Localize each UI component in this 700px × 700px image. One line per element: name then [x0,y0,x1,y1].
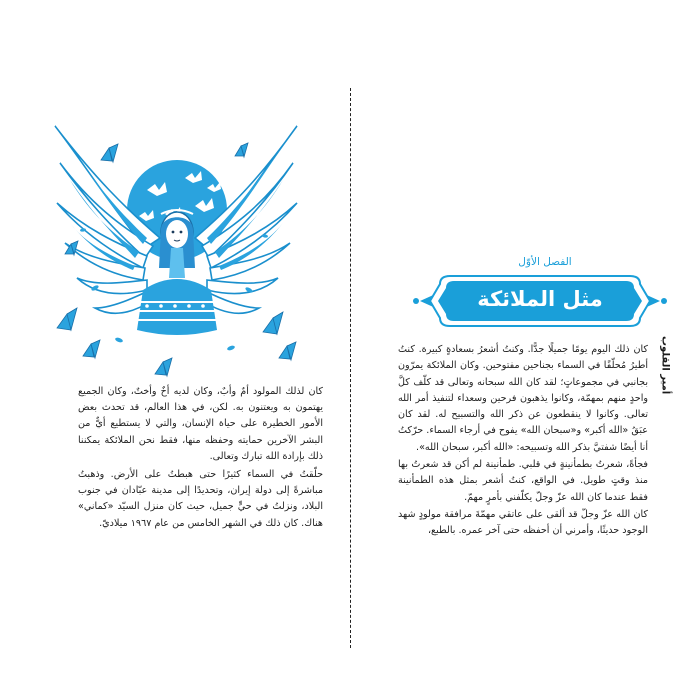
right-paragraph-2: فجأةً، شعرتُ بطمأنينةٍ في قلبي. طمأنينة لم أكن قد شعرتُ بها منذ وقتٍ طويل. في الواقع، كنتُ أشعر بمثل هذه الطمأنينة فقط عندما كان الله عزّ وجلّ يكلّفني بأمرٍ مهمّ. [398,459,648,503]
side-tab [654,322,676,408]
chapter-title: مثل الملائكة [477,287,603,311]
angel-illustration [35,118,315,398]
side-tab-label: أمير القلوب [659,335,671,395]
page-divider [350,88,351,648]
right-paragraph-3: كان الله عزّ وجلّ قد ألقى على عاتقي مهمّةَ مرافقة مولودٍ شهد الوجود حديثًا، وأمرني أن أحفظه حتى آخر عمره. بالطبع، [398,508,648,537]
left-paragraph-1: كان لذلك المولود أمٌ وأبٌ، وكان لديه أخٌ وأختٌ، وكان الجميع يهتمون به ويعتنون به. لكن، في هذا العالم، قد تحدث بعض الأمور الخطيرة على حياة الإنسان، والتي لا يستطيع أيٌّ من البشر الآخرين حمايته وحفظه منها، فقط نحن الملائكة يمكننا ذلك بإرادة الله تبارك وتعالى. [78,386,323,462]
angel-illustration-svg [35,118,315,398]
left-paragraph-2: حلّقتُ في السماء كثيرًا حتى هبطتُ على الأرض. وذهبتُ مباشرةً إلى دولة إيران، وتحديدًا إلى مدينة عبّادان في جنوب البلاد، ونزلتُ في حيٍّ جميل، حيث كان منزل السيّد «كماني» هناك. كان ذلك في الشهر الخامس من عام ١٩٦٧ ميلاديّ. [78,469,323,529]
chapter-label: الفصل الأوّل [518,256,572,268]
left-page-body [78,384,323,534]
right-paragraph-1: كان ذلك اليوم يومًا جميلًا جدًّا. وكنتُ أشعرُ بسعادةٍ كبيرة. كنتُ أطيرُ مُحلّقًا في السماء بجناحين مفتوحين. وكان الملائكة يمرّون بجانبي في مجموعاتٍ؛ لقد كان الله سبحانه وتعالى قد كلّف كلَّ واحدٍ منهم بمهمّة، وكانوا يذهبون فرحين وسعداء لتنفيذ أمر الله تعالى. وكانوا لا ينقطعون عن ذكر الله والتسبيح له. لقد كان عبَقُ «الله أكبر» و«سبحان الله» يفوح في أرجاء السماء. حرّكتُ أنا أيضًا شفتيَّ بذكر الله وتسبيحه: «الله أكبر، سبحان الله». [398,344,648,453]
right-page-body [398,342,648,541]
